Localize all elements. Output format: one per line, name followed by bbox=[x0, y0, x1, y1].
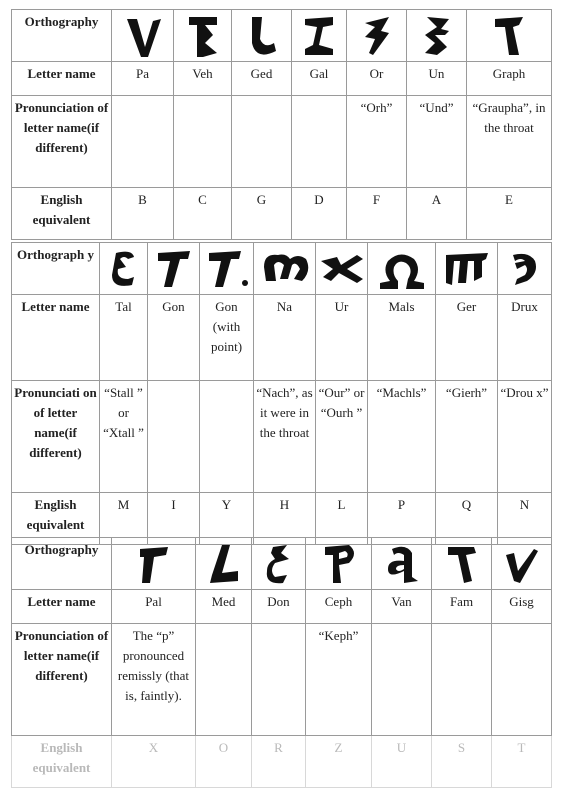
english-cell: R bbox=[252, 736, 306, 788]
letter-name-cell: Na bbox=[254, 295, 316, 381]
pronunciation-cell bbox=[432, 624, 492, 736]
english-cell: I bbox=[148, 493, 200, 545]
graph-glyph-icon bbox=[489, 13, 529, 59]
english-cell: G bbox=[232, 188, 292, 240]
pronunciation-cell bbox=[196, 624, 252, 736]
english-row bbox=[12, 188, 552, 240]
row-label-english: English equivalent bbox=[12, 188, 112, 240]
pa-glyph-icon bbox=[123, 13, 163, 59]
letter-name-cell: Drux bbox=[498, 295, 552, 381]
letter-name-cell: Mals bbox=[368, 295, 436, 381]
row-label-pronunciation: Pronunciati on of letter name(if different) bbox=[12, 381, 100, 493]
ger-glyph-icon bbox=[442, 247, 492, 291]
letter-name-cell: Or bbox=[347, 62, 407, 96]
pronunciation-cell: “Graupha”, in the throat bbox=[467, 96, 552, 188]
letter-name-cell: Gal bbox=[292, 62, 347, 96]
alphabet-table-1 bbox=[11, 9, 552, 240]
pal-glyph-icon bbox=[134, 541, 174, 587]
letter-name-cell: Gon bbox=[148, 295, 200, 381]
english-cell: E bbox=[467, 188, 552, 240]
row-label-letter-name: Letter name bbox=[12, 62, 112, 96]
row-label-letter-name: Letter name bbox=[12, 295, 100, 381]
letter-name-cell: Ur bbox=[316, 295, 368, 381]
english-cell: D bbox=[292, 188, 347, 240]
med-glyph-icon bbox=[204, 541, 244, 587]
letter-name-cell: Gon (with point) bbox=[200, 295, 254, 381]
orthography-row bbox=[12, 538, 552, 590]
pronunciation-cell bbox=[372, 624, 432, 736]
english-cell: M bbox=[100, 493, 148, 545]
row-label-letter-name: Letter name bbox=[12, 590, 112, 624]
row-label-pronunciation: Pronunciation of letter name(if different) bbox=[12, 624, 112, 736]
pronunciation-cell bbox=[292, 96, 347, 188]
pronunciation-cell bbox=[200, 381, 254, 493]
pronunciation-cell: “Orh” bbox=[347, 96, 407, 188]
row-label-orthography: Orthography bbox=[12, 538, 112, 590]
alphabet-table-3 bbox=[11, 537, 552, 788]
row-label-english: English equivalent bbox=[12, 736, 112, 788]
gon-glyph-icon bbox=[154, 247, 194, 291]
letter-name-cell: Pal bbox=[112, 590, 196, 624]
english-cell: Z bbox=[306, 736, 372, 788]
orthography-row bbox=[12, 10, 552, 62]
english-cell: A bbox=[407, 188, 467, 240]
don-glyph-icon bbox=[261, 541, 297, 587]
english-cell: P bbox=[368, 493, 436, 545]
row-label-orthography: Orthograph y bbox=[12, 243, 100, 295]
un-glyph-icon bbox=[417, 13, 457, 59]
english-cell: Q bbox=[436, 493, 498, 545]
gisg-glyph-icon bbox=[502, 541, 542, 587]
pronunciation-cell bbox=[232, 96, 292, 188]
na-glyph-icon bbox=[258, 247, 312, 291]
pronunciation-cell bbox=[252, 624, 306, 736]
pronunciation-cell: “Drou x” bbox=[498, 381, 552, 493]
letter-name-cell: Un bbox=[407, 62, 467, 96]
pronunciation-cell bbox=[492, 624, 552, 736]
ged-glyph-icon bbox=[242, 13, 282, 59]
or-glyph-icon bbox=[357, 13, 397, 59]
gon-point-glyph-icon bbox=[205, 247, 249, 291]
english-cell: B bbox=[112, 188, 174, 240]
gal-glyph-icon bbox=[299, 13, 339, 59]
english-cell: H bbox=[254, 493, 316, 545]
row-label-orthography: Orthography bbox=[12, 10, 112, 62]
english-cell: X bbox=[112, 736, 196, 788]
english-cell: L bbox=[316, 493, 368, 545]
letter-name-cell: Don bbox=[252, 590, 306, 624]
letter-name-cell: Med bbox=[196, 590, 252, 624]
veh-glyph-icon bbox=[183, 13, 223, 59]
pronunciation-cell: “Machls” bbox=[368, 381, 436, 493]
english-cell: U bbox=[372, 736, 432, 788]
english-cell: F bbox=[347, 188, 407, 240]
letter-name-cell: Pa bbox=[112, 62, 174, 96]
english-cell: C bbox=[174, 188, 232, 240]
ceph-glyph-icon bbox=[319, 541, 359, 587]
letter-name-cell: Tal bbox=[100, 295, 148, 381]
letter-name-cell: Gisg bbox=[492, 590, 552, 624]
pronunciation-row bbox=[12, 624, 552, 736]
pronunciation-cell: “Gierh” bbox=[436, 381, 498, 493]
pronunciation-row bbox=[12, 381, 552, 493]
tal-glyph-icon bbox=[106, 247, 142, 291]
pronunciation-cell: “Stall ” or “Xtall ” bbox=[100, 381, 148, 493]
orthography-row bbox=[12, 243, 552, 295]
drux-glyph-icon bbox=[505, 247, 545, 291]
alphabet-table-2 bbox=[11, 242, 552, 545]
ur-glyph-icon bbox=[317, 247, 367, 291]
pronunciation-cell bbox=[148, 381, 200, 493]
english-cell: O bbox=[196, 736, 252, 788]
pronunciation-cell: The “p” pronounced remissly (that is, faintly). bbox=[112, 624, 196, 736]
row-label-pronunciation: Pronunciation of letter name(if different) bbox=[12, 96, 112, 188]
letter-name-row bbox=[12, 62, 552, 96]
pronunciation-cell: “Keph” bbox=[306, 624, 372, 736]
letter-name-cell: Ged bbox=[232, 62, 292, 96]
letter-name-row bbox=[12, 590, 552, 624]
row-label-english: English equivalent bbox=[12, 493, 100, 545]
pronunciation-cell bbox=[112, 96, 174, 188]
van-glyph-icon bbox=[382, 541, 422, 587]
pronunciation-row bbox=[12, 96, 552, 188]
letter-name-cell: Fam bbox=[432, 590, 492, 624]
letter-name-cell: Van bbox=[372, 590, 432, 624]
english-cell: Y bbox=[200, 493, 254, 545]
letter-name-cell: Veh bbox=[174, 62, 232, 96]
letter-name-cell: Ger bbox=[436, 295, 498, 381]
pronunciation-cell: “Nach”, as it were in the throat bbox=[254, 381, 316, 493]
english-cell: T bbox=[492, 736, 552, 788]
english-row bbox=[12, 736, 552, 788]
mals-glyph-icon bbox=[374, 247, 430, 291]
letter-name-cell: Graph bbox=[467, 62, 552, 96]
pronunciation-cell bbox=[174, 96, 232, 188]
letter-name-cell: Ceph bbox=[306, 590, 372, 624]
fam-glyph-icon bbox=[442, 541, 482, 587]
pronunciation-cell: “Our” or “Ourh ” bbox=[316, 381, 368, 493]
pronunciation-cell: “Und” bbox=[407, 96, 467, 188]
english-cell: N bbox=[498, 493, 552, 545]
english-cell: S bbox=[432, 736, 492, 788]
letter-name-row bbox=[12, 295, 552, 381]
